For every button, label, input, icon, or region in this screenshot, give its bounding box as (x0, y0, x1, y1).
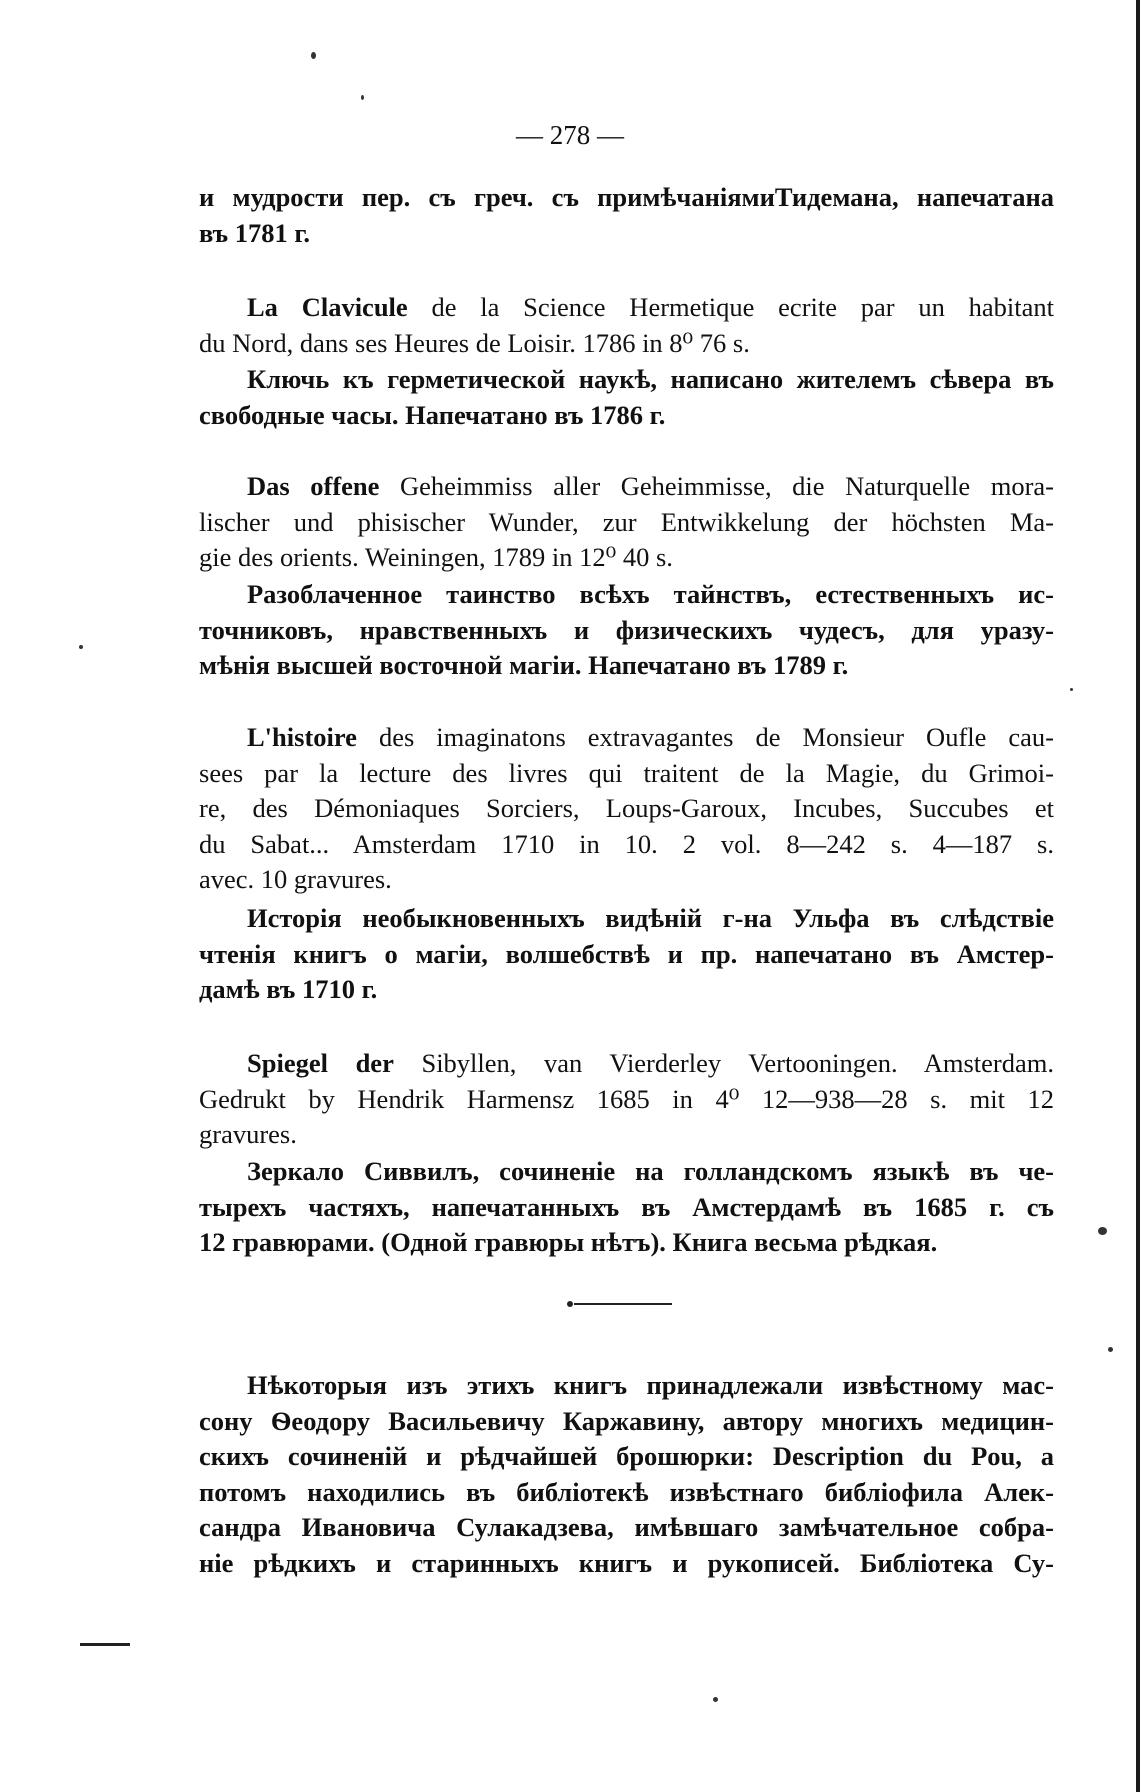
scan-speck (361, 95, 364, 100)
entry-text: Sibyllen, van Vierderley Vertooningen. Amsterdam. (421, 1048, 1055, 1078)
entry-offene (199, 469, 1054, 576)
text-line: du Nord, dans ses Heures de Loisir. 1786 in 8⁰ 76 s. (199, 327, 750, 358)
scan-speck (713, 1697, 718, 1702)
text-line: Ключь къ герметической наукѣ, написано жителемъ сѣвера въ (247, 364, 1054, 394)
entry-text: de la Science Hermetique ecrite par un habitant (431, 292, 1055, 322)
text-line: точниковъ, нравственныхъ и физическихъ чудесъ, для уразу- (199, 614, 1054, 645)
text-line: и мудрости пер. съ греч. съ примѣчаніямиТидемана, напечатана (199, 182, 1054, 212)
text-line: сону Ѳеодору Васильевичу Каржавину, автору многихъ медицин- (199, 1405, 1054, 1436)
entry-first-line (199, 1046, 1054, 1082)
text-line: du Sabat... Amsterdam 1710 in 10. 2 vol. 8—242 s. 4—187 s. (199, 828, 1054, 859)
entry-first-line (199, 720, 1054, 756)
continuation-paragraph (199, 180, 1054, 251)
text-line: Зеркало Сиввилъ, сочиненіе на голландскомъ языкѣ въ че- (247, 1156, 1054, 1186)
scan-speck (1098, 1227, 1107, 1235)
entry-first-line (199, 290, 1054, 326)
entry-clavicule (199, 290, 1054, 361)
entry-text: des imaginatons extravagantes de Monsieur Oufle cau- (378, 722, 1054, 752)
text-line: мѣнія высшей восточной магіи. Напечатано въ 1789 г. (199, 650, 849, 680)
text-line: gravures. (199, 1119, 297, 1149)
text-line: lischer und phisischer Wunder, zur Entwikkelung der höchsten Ma- (199, 506, 1054, 537)
text-line: gie des orients. Weiningen, 1789 in 12⁰ 40 s. (199, 542, 673, 572)
entry-histoire (199, 720, 1054, 898)
text-line: сандра Ивановича Сулакадзева, имѣвшаго замѣчательное собра- (199, 1512, 1054, 1542)
text-line: потомъ находились въ библіотекѣ извѣстнаго библіофила Алек- (199, 1476, 1054, 1507)
text-line: Нѣкоторыя изъ этихъ книгъ принадлежали извѣстному мас- (247, 1370, 1054, 1400)
text-line: свободные часы. Напечатано въ 1786 г. (199, 399, 666, 430)
translation-spiegel (199, 1154, 1054, 1261)
entry-text: Geheimmiss aller Geheimmisse, die Naturquelle mora- (400, 471, 1055, 501)
entry-spiegel (199, 1046, 1054, 1153)
divider-dot (567, 1301, 573, 1307)
scan-speck (79, 645, 83, 649)
translation-clavicule (199, 362, 1054, 433)
text-line: Разоблаченное таинство всѣхъ тайнствъ, естественныхъ ис- (247, 579, 1054, 609)
entry-title: Das offene (247, 471, 380, 501)
text-line: Исторія необыкновенныхъ видѣній г-на Ульфа въ слѣдствіе (247, 903, 1054, 933)
text-line: тырехъ частяхъ, напечатанныхъ въ Амстердамѣ въ 1685 г. съ (199, 1191, 1054, 1222)
text-line: дамѣ въ 1710 г. (199, 974, 378, 1004)
text-line: въ 1781 г. (199, 217, 311, 248)
text-line: ніе рѣдкихъ и старинныхъ книгъ и рукописей. Библіотека Су- (199, 1547, 1054, 1578)
scan-speck (1070, 688, 1073, 691)
entry-title: Spiegel der (247, 1048, 394, 1078)
text-line: re, des Démoniaques Sorciers, Loups-Garoux, Incubes, Succubes et (199, 793, 1054, 823)
section-divider (574, 1303, 672, 1305)
text-line: avec. 10 gravures. (199, 864, 392, 894)
text-line: sees par la lecture des livres qui traitent de la Magie, du Grimoi- (199, 757, 1054, 788)
translation-histoire (199, 901, 1054, 1008)
entry-title: La Clavicule (247, 292, 408, 322)
closing-paragraph (199, 1368, 1054, 1581)
text-line: скихъ сочиненій и рѣдчайшей брошюрки: Description du Pou, а (199, 1441, 1054, 1471)
text-line: 12 гравюрами. (Одной гравюры нѣтъ). Книга весьма рѣдкая. (199, 1227, 938, 1257)
page-edge-shadow (1136, 0, 1140, 1792)
text-line: чтенія книгъ о магіи, волшебствѣ и пр. напечатано въ Амстер- (199, 938, 1054, 969)
scan-mark (80, 1643, 130, 1646)
page-number: — 278 — (516, 120, 624, 150)
scan-speck (311, 52, 316, 59)
scan-speck (1108, 1347, 1113, 1352)
text-line: Gedrukt by Hendrik Harmensz 1685 in 4⁰ 12—938—28 s. mit 12 (199, 1083, 1054, 1114)
entry-title: L'histoire (247, 722, 357, 752)
entry-first-line (199, 469, 1054, 505)
translation-offene (199, 577, 1054, 684)
